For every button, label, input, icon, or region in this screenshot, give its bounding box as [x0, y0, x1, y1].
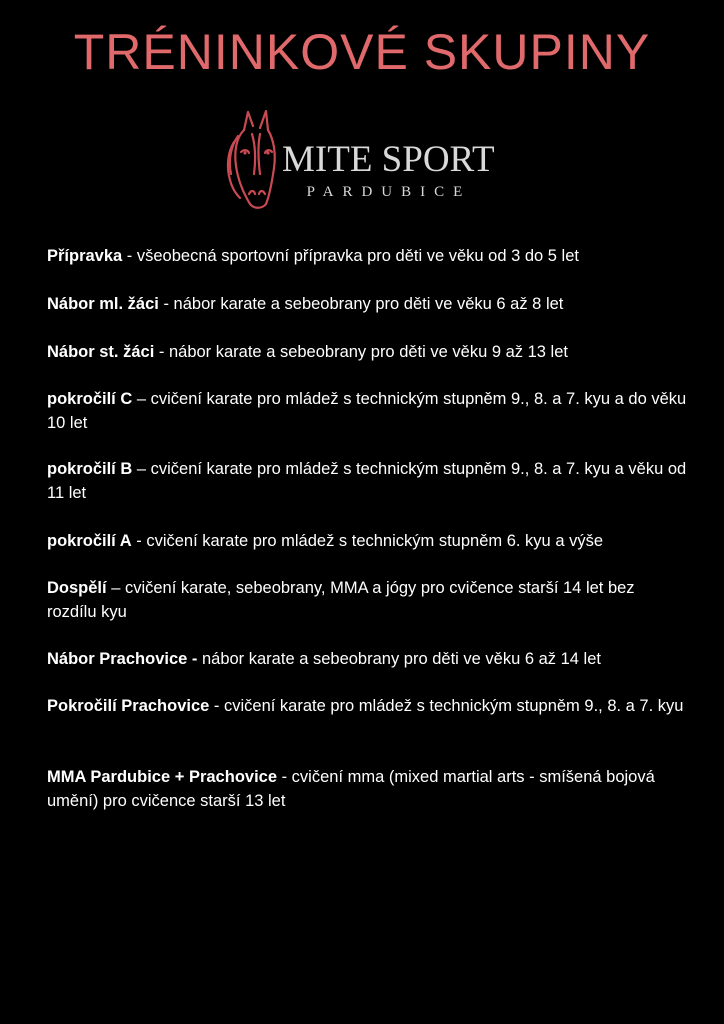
group-item — [47, 340, 568, 364]
group-description: - cvičení karate pro mládež s technickým stupněm 9., 8. a 7. kyu — [209, 697, 684, 715]
group-description: - nábor karate a sebeobrany pro děti ve věku 9 až 13 let — [154, 343, 568, 361]
group-item — [47, 387, 687, 435]
logo-name-text: MITE SPORT — [282, 139, 495, 180]
group-name: pokročilí B — [47, 460, 133, 478]
group-description: – cvičení karate pro mládež s technickým stupněm 9., 8. a 7. kyu a věku od 11 let — [47, 460, 687, 502]
group-name: Přípravka — [47, 247, 123, 265]
group-description: – cvičení karate, sebeobrany, MMA a jógy pro cvičence starší 14 let bez rozdílu kyu — [47, 579, 635, 621]
group-item — [47, 457, 687, 505]
group-item — [47, 529, 603, 553]
group-description: nábor karate a sebeobrany pro děti ve věku 6 až 14 let — [197, 650, 601, 668]
group-name: Nábor Prachovice - — [47, 650, 198, 668]
group-name: MMA Pardubice + Prachovice — [47, 768, 278, 786]
group-name: Nábor ml. žáci — [47, 295, 159, 313]
group-item — [47, 292, 563, 316]
group-item — [47, 647, 601, 671]
group-name: pokročilí A — [47, 532, 132, 550]
group-description: – cvičení karate pro mládež s technickým stupněm 9., 8. a 7. kyu a do věku 10 let — [47, 390, 687, 432]
page-title: TRÉNINKOVÉ SKUPINY — [73, 24, 651, 80]
group-name: Pokročilí Prachovice — [47, 697, 210, 715]
group-description: - všeobecná sportovní přípravka pro děti ve věku od 3 do 5 let — [122, 247, 579, 265]
group-name: Dospělí — [47, 579, 107, 597]
group-description: - cvičení karate pro mládež s technickým stupněm 6. kyu a výše — [131, 532, 604, 550]
group-name: pokročilí C — [47, 390, 133, 408]
logo-city-text: PARDUBICE — [306, 184, 472, 200]
group-item — [47, 765, 687, 813]
club-logo — [222, 108, 502, 214]
group-name: Nábor st. žáci — [47, 343, 155, 361]
group-item — [47, 244, 579, 268]
group-description: - cvičení mma (mixed martial arts - smíšená bojová umění) pro cvičence starší 13 let — [47, 768, 655, 810]
horse-head-icon — [222, 108, 282, 212]
group-item — [47, 576, 687, 624]
group-description: - nábor karate a sebeobrany pro děti ve věku 6 až 8 let — [158, 295, 564, 313]
group-item — [47, 694, 683, 718]
